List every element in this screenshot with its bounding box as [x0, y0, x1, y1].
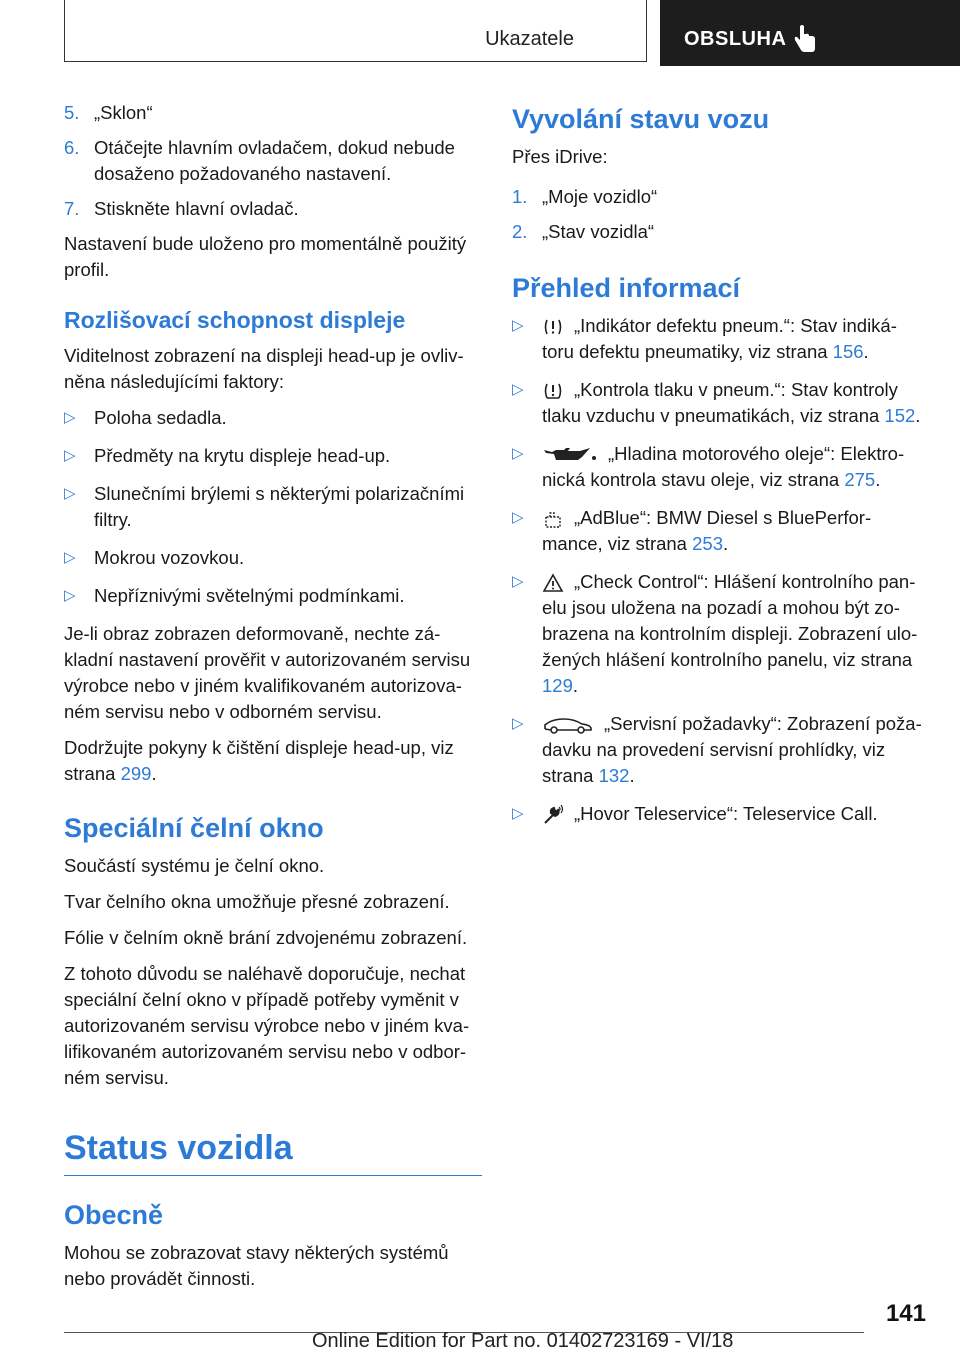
section-title: Ukazatele [485, 28, 574, 50]
paragraph: Viditelnost zobrazení na displeji head-up je ovliv‐něna následujícími faktory: [64, 345, 464, 392]
triangle-bullet-icon: ▷ [64, 587, 76, 604]
info-list-item [512, 441, 926, 493]
step-item [64, 100, 482, 126]
list-item [64, 443, 482, 469]
edition-note: Online Edition for Part no. 01402723169 - VI/18 [312, 1330, 734, 1352]
info-text: „Servisní požadavky“: Zobrazení poža‐davku na provedení servisní prohlídky, viz strana [542, 713, 922, 786]
list-item [64, 405, 482, 431]
step-item [64, 135, 482, 187]
list-item-text: Slunečními brýlemi s některými polarizačními filtry. [94, 483, 465, 530]
page-link[interactable]: 275 [844, 469, 876, 490]
page-link[interactable]: 253 [692, 533, 723, 554]
paragraph: Tvar čelního okna umožňuje přesné zobrazení. [64, 891, 450, 912]
step-number: 2. [512, 221, 528, 242]
step-item [512, 219, 926, 245]
paragraph: Z tohoto důvodu se naléhavě doporučuje, nechat speciální čelní okno v případě potřeby vyměnit v autorizovaném servisu výrobce nebo v jiném kva‐lifikovaném autorizovaném servisu nebo v odbor‐ném servisu. [64, 963, 470, 1088]
triangle-bullet-icon: ▷ [512, 715, 524, 732]
list-item [64, 583, 482, 609]
triangle-bullet-icon: ▷ [512, 317, 524, 334]
chapter-heading: Status vozidla [64, 1125, 482, 1176]
paragraph-text: Dodržujte pokyny k čištění displeje head-up, viz strana [64, 737, 454, 784]
tire-warning-icon [542, 317, 564, 337]
service-car-icon [542, 715, 594, 735]
list-item [64, 481, 482, 533]
section-heading: Přehled informací [512, 273, 741, 303]
info-end: . [572, 675, 579, 696]
triangle-bullet-icon: ▷ [512, 445, 524, 462]
info-end: . [863, 341, 869, 362]
warning-triangle-icon [542, 573, 564, 593]
info-list-item [512, 801, 926, 827]
step-number: 6. [64, 137, 80, 158]
chapter-tab [660, 0, 960, 66]
info-text: „Indikátor defektu pneum.“: Stav indiká‐toru defektu pneumatiky, viz strana [542, 315, 897, 362]
info-end: . [629, 765, 635, 786]
paragraph: Nastavení bude uloženo pro momentálně použitý profil. [64, 233, 467, 280]
left-column [64, 100, 482, 1302]
triangle-bullet-icon: ▷ [512, 805, 524, 822]
step-item [512, 184, 926, 210]
step-number: 7. [64, 198, 80, 219]
triangle-bullet-icon: ▷ [512, 573, 524, 590]
page-number: 141 [885, 1300, 926, 1327]
paragraph: Součástí systému je čelní okno. [64, 855, 325, 876]
info-end: . [875, 469, 881, 490]
step-number: 5. [64, 102, 80, 123]
step-text: „Stav vozidla“ [542, 221, 655, 242]
step-text: Otáčejte hlavním ovladačem, dokud nebude dosaženo požadovaného nastavení. [94, 137, 455, 184]
step-text: Stiskněte hlavní ovladač. [94, 198, 299, 219]
info-list-item [512, 505, 926, 557]
paragraph: Je-li obraz zobrazen deformovaně, nechte zá‐kladní nastavení prověřit v autorizovaném servisu výrobce nebo v jiném kvalifikovaném autorizova‐ném servisu nebo v odborném servisu. [64, 623, 471, 722]
info-text: „AdBlue“: BMW Diesel s BluePerfor‐mance, viz strana [542, 507, 872, 554]
info-text: „Hovor Teleservice“: Teleservice Call. [574, 803, 878, 824]
info-list-item [512, 569, 926, 699]
paragraph: Mohou se zobrazovat stavy některých systémů nebo provádět činnosti. [64, 1242, 449, 1289]
oil-can-icon [542, 444, 598, 466]
teleservice-wrench-icon [542, 805, 564, 825]
adblue-icon [542, 509, 564, 529]
page-link[interactable]: 132 [598, 765, 630, 786]
list-item-text: Nepříznivými světelnými podmínkami. [94, 585, 405, 606]
triangle-bullet-icon: ▷ [64, 549, 76, 566]
section-heading: Rozlišovací schopnost displeje [64, 307, 406, 333]
triangle-bullet-icon: ▷ [64, 447, 76, 464]
triangle-bullet-icon: ▷ [512, 509, 524, 526]
section-heading: Vyvolání stavu vozu [512, 104, 770, 134]
info-list-item [512, 377, 926, 429]
info-text: „Hladina motorového oleje“: Elektro‐nická kontrola stavu oleje, viz strana [542, 443, 905, 490]
tire-pressure-icon [542, 381, 564, 401]
triangle-bullet-icon: ▷ [64, 409, 76, 426]
paragraph-end: . [151, 763, 157, 784]
step-item [64, 196, 482, 222]
numbered-steps [64, 100, 482, 222]
section-tab [64, 0, 647, 62]
info-end: . [915, 405, 921, 426]
page-link[interactable]: 129 [542, 675, 573, 696]
page-link[interactable]: 156 [832, 341, 864, 362]
step-text: „Sklon“ [94, 102, 153, 123]
hand-pointer-icon [792, 24, 818, 54]
info-list-item [512, 711, 926, 789]
chapter-title: OBSLUHA [684, 28, 787, 50]
paragraph: Přes iDrive: [512, 146, 608, 167]
list-item-text: Předměty na krytu displeje head-up. [94, 445, 391, 466]
paragraph [64, 735, 482, 787]
section-heading: Obecně [64, 1200, 164, 1230]
info-text: „Check Control“: Hlášení kontrolního pan‐elu jsou uložena na pozadí a mohou být zo‐brazena na kontrolním displeji. Zobrazení ulo‐žených hlášení kontrolního panelu, viz strana [542, 571, 918, 670]
page-link[interactable]: 152 [884, 405, 916, 426]
list-item [64, 545, 482, 571]
info-text: „Kontrola tlaku v pneum.“: Stav kontroly tlaku vzduchu v pneumatikách, viz strana [542, 379, 898, 426]
list-item-text: Mokrou vozovkou. [94, 547, 245, 568]
right-column [512, 100, 926, 839]
page-link[interactable]: 299 [120, 763, 152, 784]
list-item-text: Poloha sedadla. [94, 407, 227, 428]
section-heading: Speciální čelní okno [64, 813, 324, 843]
paragraph: Fólie v čelním okně brání zdvojenému zobrazení. [64, 927, 468, 948]
page-header [64, 0, 960, 66]
triangle-bullet-icon: ▷ [64, 485, 76, 502]
info-list-item [512, 313, 926, 365]
info-end: . [723, 533, 729, 554]
triangle-bullet-icon: ▷ [512, 381, 524, 398]
step-number: 1. [512, 186, 528, 207]
step-text: „Moje vozidlo“ [542, 186, 658, 207]
